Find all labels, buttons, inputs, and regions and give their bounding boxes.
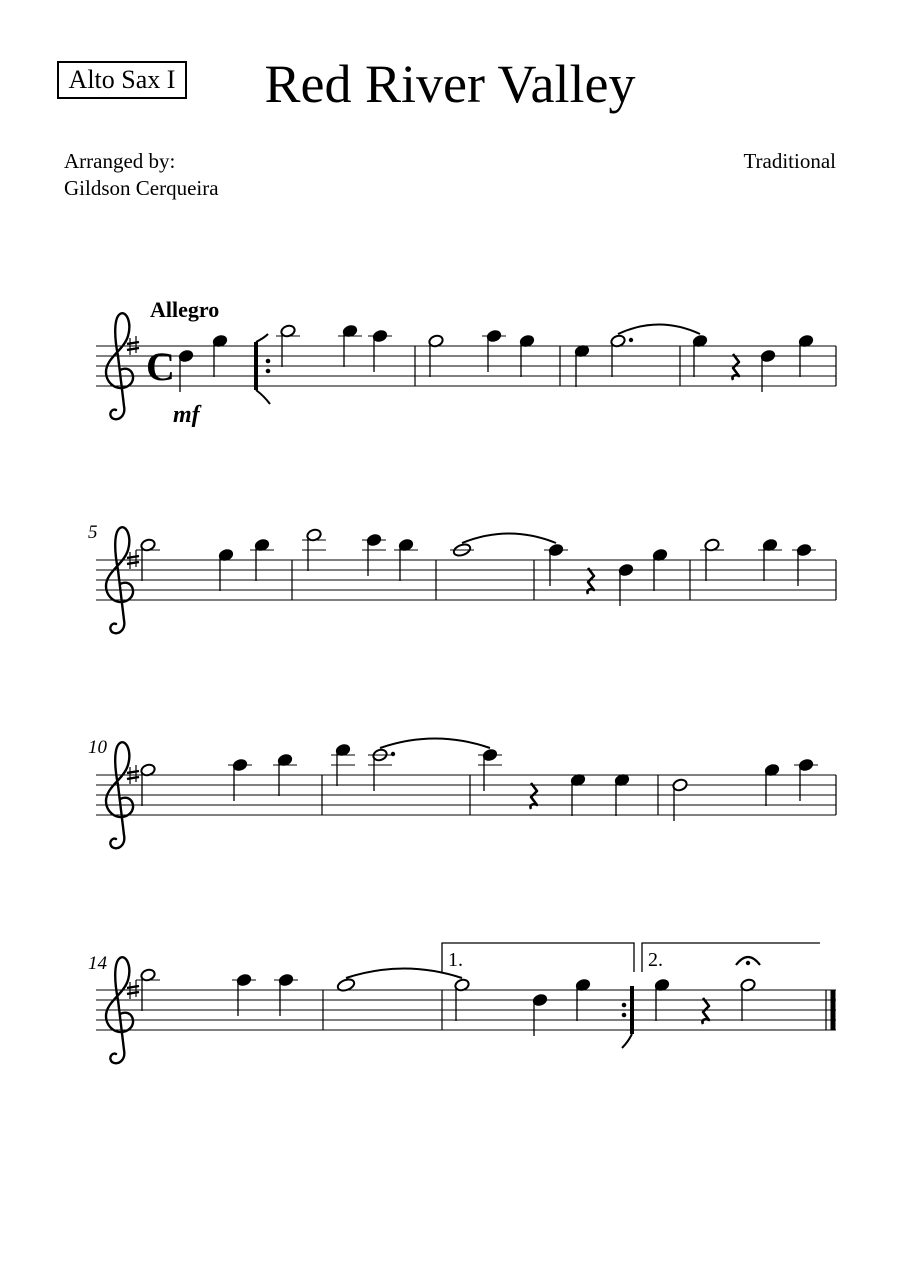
volta-1-label: 1.	[448, 949, 463, 971]
volta-1-bracket	[442, 943, 634, 972]
measure-number-5: 5	[88, 522, 98, 543]
composer: Traditional	[743, 149, 836, 173]
part-name: Alto Sax I	[68, 65, 176, 94]
repeat-dot	[622, 1003, 627, 1008]
repeat-dot	[266, 369, 271, 374]
quarter-rest-icon	[702, 998, 709, 1024]
volta-2-label: 2.	[648, 949, 663, 971]
volta-2-bracket	[642, 943, 820, 972]
fermata-dot	[746, 961, 750, 965]
tie	[380, 739, 490, 749]
arranger-label: Arranged by:	[64, 149, 176, 173]
measure-number-10: 10	[88, 737, 107, 758]
arranger-name: Gildson Cerqueira	[64, 176, 219, 200]
tie	[346, 969, 462, 979]
repeat-bracket	[622, 1034, 632, 1048]
tempo-marking: Allegro	[150, 297, 220, 322]
tie	[462, 534, 556, 544]
dynamic-marking: mf	[173, 402, 200, 428]
repeat-dot	[266, 359, 271, 364]
repeat-bracket	[256, 334, 268, 342]
note-dot	[391, 752, 395, 756]
repeat-bracket	[256, 390, 270, 404]
tie	[618, 325, 700, 335]
repeat-dot	[622, 1013, 627, 1018]
measure-number-14: 14	[88, 953, 107, 974]
piece-title: Red River Valley	[264, 54, 636, 114]
quarter-rest-icon	[732, 354, 739, 380]
time-signature: C	[146, 344, 175, 389]
quarter-rest-icon	[530, 783, 537, 809]
note-dot	[629, 338, 633, 342]
quarter-rest-icon	[587, 568, 594, 594]
